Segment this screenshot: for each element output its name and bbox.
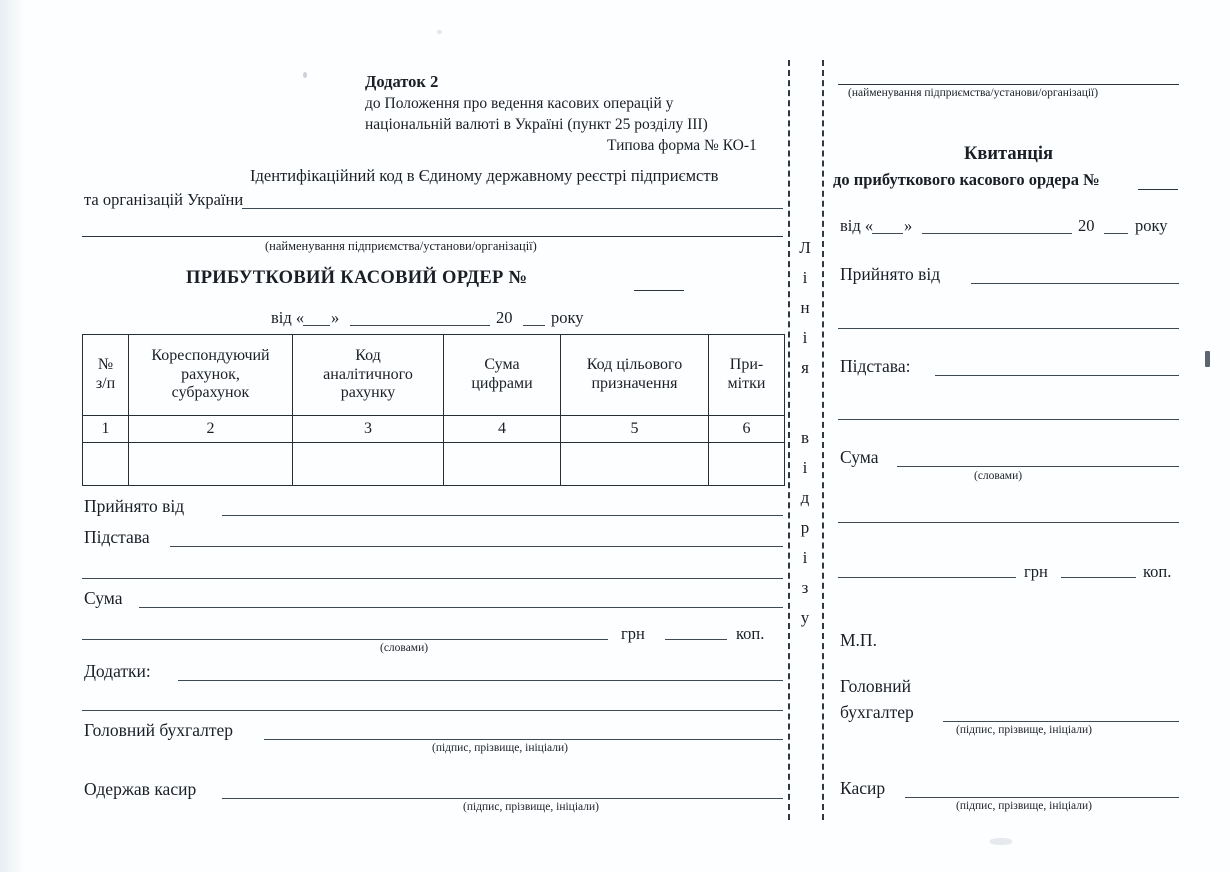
order-kopiyka-input-line[interactable] (665, 639, 727, 640)
receipt-hryvnia-label: грн (1024, 562, 1048, 581)
table-column-number-row (83, 416, 785, 443)
cut-line-char: Л (799, 238, 811, 257)
order-date-year-suffix: року (551, 308, 584, 327)
order-received-from-input-line[interactable] (222, 515, 783, 516)
receipt-basis-input-line-1[interactable] (935, 375, 1179, 376)
cut-line-char: і (802, 458, 808, 477)
order-cashier-signature-line[interactable] (222, 798, 783, 799)
receipt-subtitle: до прибуткового касового ордера № (833, 170, 1100, 189)
order-date-quote-close: » (331, 308, 340, 327)
receipt-basis-label: Підстава: (840, 356, 911, 376)
receipt-chief-accountant-signature-line[interactable] (943, 721, 1179, 722)
order-amount-input-line[interactable] (139, 607, 783, 608)
receipt-date-day-input-line[interactable] (872, 233, 903, 234)
regulation-line-2: національній валюті в Україні (пункт 25 розділу III) (365, 116, 708, 133)
order-cashier-signature-caption: (підпис, прізвище, ініціали) (463, 801, 599, 813)
receipt-chief-accountant-label-line2: бухгалтер (840, 702, 914, 722)
page-title: ПРИБУТКОВИЙ КАСОВИЙ ОРДЕР № (186, 268, 528, 288)
order-number-input-line[interactable] (634, 290, 684, 291)
order-basis-input-line-2[interactable] (82, 578, 783, 579)
cut-line-char: і (802, 328, 808, 347)
receipt-cashier-signature-line[interactable] (905, 797, 1179, 798)
receipt-date-prefix: від « (840, 216, 874, 235)
table-header-cell-3 (293, 335, 444, 416)
table-cell[interactable] (293, 443, 444, 486)
table-cell[interactable] (83, 443, 129, 486)
table-cell[interactable] (129, 443, 293, 486)
receipt-cashier-label: Касир (840, 778, 886, 798)
cut-line-char: в (800, 428, 810, 447)
order-amount-words-input-line[interactable] (82, 639, 608, 640)
table-header-cell-1 (83, 335, 129, 416)
appendix-label: Додаток 2 (365, 72, 439, 91)
organization-name-caption: (найменування підприємства/установи/організації) (265, 239, 537, 253)
scan-speck (1205, 351, 1210, 367)
header-line: Код (355, 347, 381, 365)
column-number-2: 2 (129, 416, 293, 443)
order-basis-label: Підстава (84, 527, 150, 547)
receipt-received-from-label: Прийнято від (840, 264, 941, 284)
receipt-date-year-prefix: 20 (1078, 216, 1095, 235)
receipt-date-year-input-line[interactable] (1104, 233, 1128, 234)
receipt-date-quote-close: » (904, 216, 913, 235)
receipt-basis-input-line-2[interactable] (838, 419, 1179, 420)
column-number-5: 5 (561, 416, 709, 443)
header-line: рахунок, (181, 365, 240, 383)
table-cell[interactable] (444, 443, 561, 486)
cut-line-char: з (801, 578, 809, 597)
order-date-month-input-line[interactable] (350, 325, 490, 326)
header-line: цифрами (471, 375, 533, 392)
order-chief-accountant-label: Головний бухгалтер (84, 720, 234, 740)
cut-line-char: у (800, 608, 810, 627)
header-line: Сума (484, 356, 520, 374)
receipt-received-from-input-line-2[interactable] (838, 328, 1179, 329)
form-code-label: Типова форма № КО-1 (607, 137, 757, 154)
order-chief-accountant-signature-caption: (підпис, прізвище, ініціали) (432, 742, 568, 754)
order-amount-label: Сума (84, 588, 123, 608)
order-date-prefix: від « (271, 308, 305, 327)
receipt-kopiyka-input-line[interactable] (1061, 577, 1136, 578)
receipt-chief-accountant-label-line1: Головний (840, 676, 911, 696)
header-line: аналітичного (323, 365, 413, 383)
cut-line-left (788, 60, 790, 820)
table-header-cell-5 (561, 335, 709, 416)
identification-code-line-2: та організацій України (84, 190, 244, 209)
receipt-organization-name-caption: (найменування підприємства/установи/організації) (848, 87, 1099, 99)
header-line: субрахунок (171, 384, 250, 402)
table-cell[interactable] (709, 443, 785, 486)
cut-line-char: р (800, 518, 810, 537)
cut-line-char: д (800, 488, 810, 507)
cut-line-char: н (800, 298, 810, 317)
table-header-row (83, 335, 785, 416)
header-line: Код цільового (586, 356, 683, 374)
organization-name-input-line[interactable] (82, 236, 783, 237)
scan-speck (990, 838, 1012, 845)
order-date-year-input-line[interactable] (523, 325, 545, 326)
header-line: з/п (95, 375, 116, 392)
order-hryvnia-label: грн (621, 624, 645, 643)
receipt-chief-accountant-signature-caption: (підпис, прізвище, ініціали) (956, 724, 1092, 736)
table-header-cell-2 (129, 335, 293, 416)
table-header-cell-6 (709, 335, 785, 416)
receipt-cashier-signature-caption: (підпис, прізвище, ініціали) (956, 800, 1092, 812)
header-line: Кореспондуючий (151, 347, 270, 365)
receipt-amount-words-caption: (словами) (974, 470, 1023, 482)
receipt-received-from-input-line-1[interactable] (971, 283, 1179, 284)
order-basis-input-line-1[interactable] (170, 546, 783, 547)
accounting-table (82, 334, 785, 486)
receipt-date-month-input-line[interactable] (922, 233, 1072, 234)
order-chief-accountant-signature-line[interactable] (264, 739, 783, 740)
order-cashier-received-label: Одержав касир (84, 779, 197, 799)
receipt-amount-input-line[interactable] (897, 466, 1179, 467)
identification-code-input-line[interactable] (242, 208, 783, 209)
receipt-organization-name-input-line[interactable] (838, 84, 1179, 85)
order-attachments-input-line-1[interactable] (178, 680, 783, 681)
column-number-3: 3 (293, 416, 444, 443)
order-attachments-input-line-2[interactable] (82, 710, 783, 711)
receipt-amount-label: Сума (840, 447, 879, 467)
receipt-title: Квитанція (963, 144, 1054, 164)
table-cell[interactable] (561, 443, 709, 486)
table-header-cell-4 (444, 335, 561, 416)
table-row (83, 443, 785, 486)
cut-line-char: я (801, 358, 809, 377)
order-amount-words-caption: (словами) (380, 642, 429, 654)
order-received-from-label: Прийнято від (84, 496, 185, 516)
cut-line-char: і (802, 268, 808, 287)
receipt-date-year-suffix: року (1135, 216, 1168, 235)
receipt-hryvnia-input-line[interactable] (838, 577, 1016, 578)
column-number-6: 6 (709, 416, 785, 443)
order-kopiyka-label: коп. (736, 624, 765, 643)
order-date-day-input-line[interactable] (303, 325, 330, 326)
receipt-kopiyka-label: коп. (1143, 562, 1172, 581)
column-number-1: 1 (83, 416, 129, 443)
cut-line-right (822, 60, 824, 820)
receipt-number-input-line[interactable] (1138, 189, 1178, 190)
header-line: № (97, 356, 114, 374)
cut-line-char: і (802, 548, 808, 567)
column-number-4: 4 (444, 416, 561, 443)
header-line: призначення (591, 375, 678, 392)
receipt-stamp-label: М.П. (840, 630, 877, 650)
order-date-year-prefix: 20 (496, 308, 513, 327)
header-line: рахунку (340, 384, 396, 402)
regulation-line-1: до Положення про ведення касових операцій у (365, 95, 674, 112)
receipt-amount-input-line-2[interactable] (838, 522, 1179, 523)
order-attachments-label: Додатки: (84, 661, 151, 681)
header-line: мітки (727, 375, 766, 392)
scan-speck (303, 72, 307, 78)
header-line: При- (729, 356, 764, 374)
scan-speck (437, 30, 442, 34)
identification-code-line-1: Ідентифікаційний код в Єдиному державному реєстрі підприємств (250, 166, 719, 185)
